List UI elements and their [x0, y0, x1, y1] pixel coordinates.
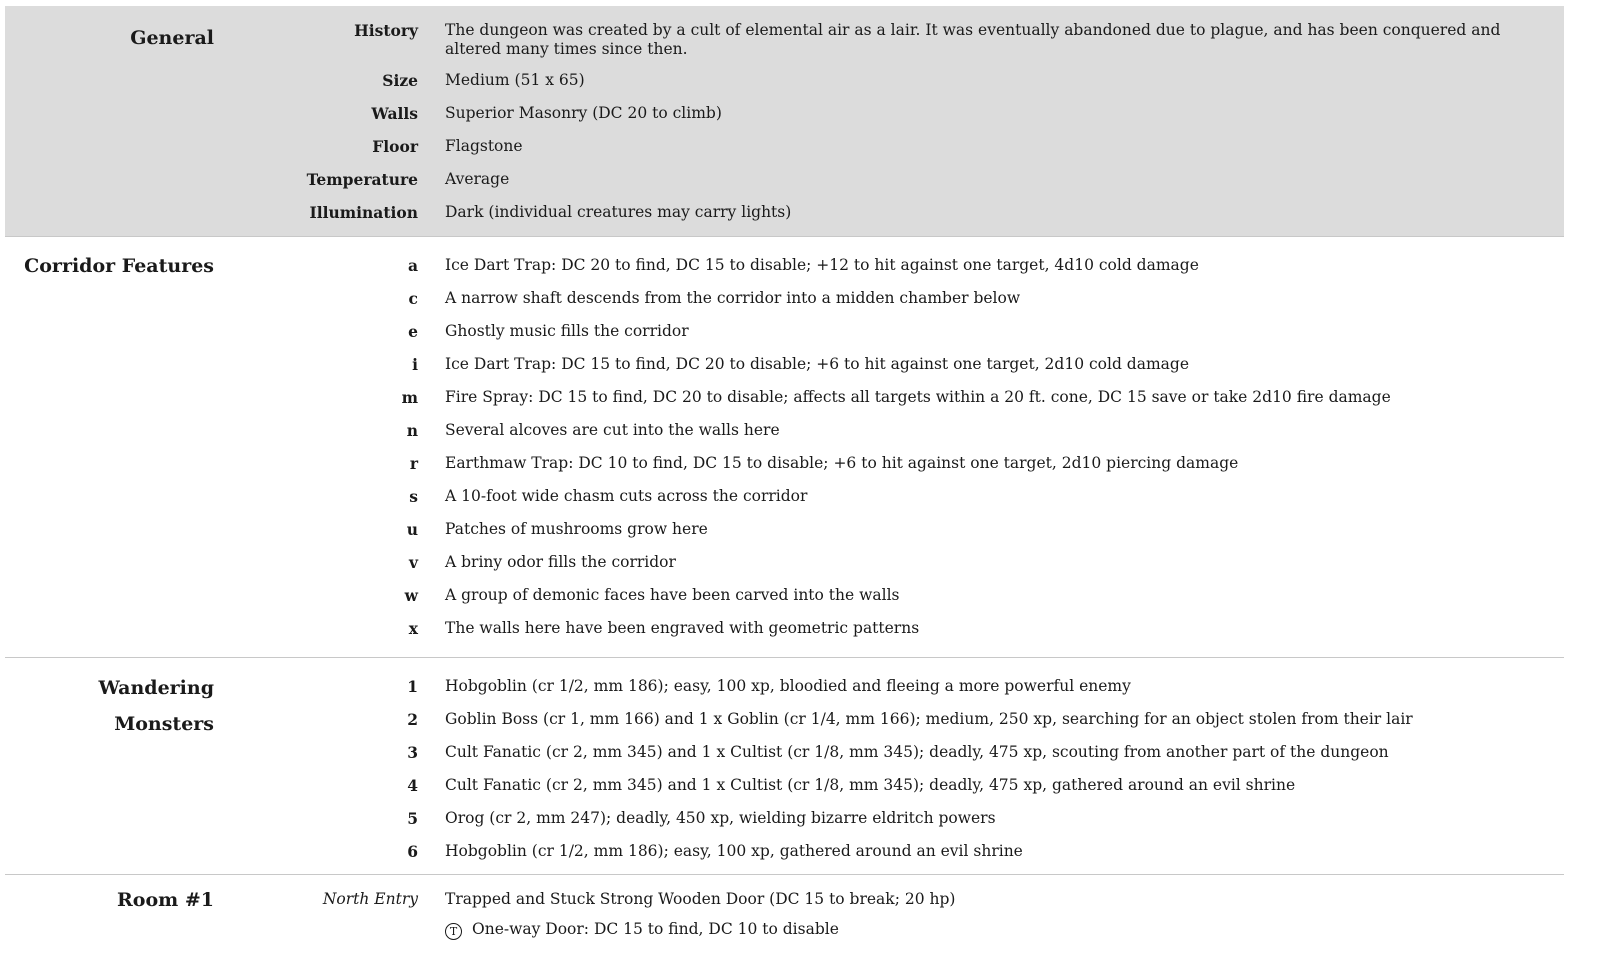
temperature-value: Average — [445, 170, 510, 188]
monster-row — [5, 736, 1564, 769]
corridor-row — [5, 282, 1564, 315]
north-entry-label: North Entry — [322, 890, 418, 908]
corridor-key: w — [404, 586, 418, 605]
temperature-label: Temperature — [306, 170, 418, 189]
corridor-row — [5, 249, 1564, 282]
monster-description: Cult Fanatic (cr 2, mm 345) and 1 x Cultist (cr 1/8, mm 345); deadly, 475 xp, scouting from another part of the dungeon — [445, 743, 1389, 761]
corridor-row — [5, 579, 1564, 612]
history-value: The dungeon was created by a cult of elemental air as a lair. It was eventually abandoned due to plague, and has been conquered and altered many times since then. — [445, 21, 1501, 58]
trap-description: One-way Door: DC 15 to find, DC 10 to disable — [472, 920, 839, 938]
corridor-row — [5, 414, 1564, 447]
room-1-title: Room #1 — [117, 889, 214, 911]
illumination-label: Illumination — [309, 203, 418, 222]
wandering-monsters-title-line2: Monsters — [114, 713, 214, 735]
monster-row — [5, 835, 1564, 868]
monster-description: Hobgoblin (cr 1/2, mm 186); easy, 100 xp, bloodied and fleeing a more powerful enemy — [445, 677, 1131, 695]
corridor-row — [5, 447, 1564, 480]
corridor-description: Earthmaw Trap: DC 10 to find, DC 15 to disable; +6 to hit against one target, 2d10 piercing damage — [445, 454, 1239, 472]
monster-row — [5, 769, 1564, 802]
corridor-row — [5, 381, 1564, 414]
size-label: Size — [382, 71, 418, 90]
room-1-section — [5, 875, 1564, 954]
corridor-key: a — [407, 256, 418, 275]
corridor-description: Fire Spray: DC 15 to find, DC 20 to disable; affects all targets within a 20 ft. cone, DC 15 save or take 2d10 fire damage — [445, 388, 1391, 406]
wandering-monsters-section — [5, 658, 1564, 875]
size-row — [5, 64, 1564, 97]
illumination-value: Dark (individual creatures may carry lights) — [445, 203, 792, 221]
monster-roll: 6 — [407, 842, 418, 861]
corridor-key: m — [401, 388, 418, 407]
corridor-row — [5, 348, 1564, 381]
floor-label: Floor — [372, 137, 418, 156]
monster-roll: 3 — [407, 743, 418, 762]
history-row — [5, 16, 1564, 62]
corridor-description: A 10-foot wide chasm cuts across the corridor — [445, 487, 808, 505]
corridor-key: n — [406, 421, 418, 440]
corridor-key: r — [409, 454, 418, 473]
corridor-features-title: Corridor Features — [24, 255, 214, 277]
corridor-row — [5, 612, 1564, 645]
trap-icon: T — [445, 923, 462, 940]
general-title: General — [130, 27, 214, 49]
corridor-description: Patches of mushrooms grow here — [445, 520, 708, 538]
monster-row — [5, 703, 1564, 736]
corridor-key: c — [408, 289, 418, 308]
north-entry-value: Trapped and Stuck Strong Wooden Door (DC 15 to break; 20 hp) — [445, 890, 956, 908]
monster-roll: 5 — [407, 809, 418, 828]
size-value: Medium (51 x 65) — [445, 71, 585, 89]
corridor-key: u — [406, 520, 418, 539]
monster-roll: 1 — [407, 677, 418, 696]
trap-row — [5, 913, 1564, 946]
corridor-description: A briny odor fills the corridor — [445, 553, 676, 571]
monster-description: Hobgoblin (cr 1/2, mm 186); easy, 100 xp, gathered around an evil shrine — [445, 842, 1023, 860]
floor-row — [5, 130, 1564, 163]
corridor-row — [5, 480, 1564, 513]
corridor-key: x — [408, 619, 418, 638]
history-label: History — [354, 21, 418, 40]
floor-value: Flagstone — [445, 137, 523, 155]
monster-description: Cult Fanatic (cr 2, mm 345) and 1 x Cultist (cr 1/8, mm 345); deadly, 475 xp, gathered around an evil shrine — [445, 776, 1296, 794]
corridor-key: s — [409, 487, 418, 506]
walls-value: Superior Masonry (DC 20 to climb) — [445, 104, 722, 122]
corridor-description: Ghostly music fills the corridor — [445, 322, 689, 340]
corridor-key: i — [412, 355, 418, 374]
monster-row — [5, 670, 1564, 703]
trap-description-line — [445, 913, 1535, 946]
walls-label: Walls — [371, 104, 418, 123]
corridor-description: A group of demonic faces have been carved into the walls — [445, 586, 900, 604]
corridor-features-section — [5, 237, 1564, 658]
monster-roll: 2 — [407, 710, 418, 729]
monster-roll: 4 — [407, 776, 418, 795]
corridor-description: The walls here have been engraved with geometric patterns — [445, 619, 920, 637]
corridor-key: v — [408, 553, 418, 572]
corridor-description: A narrow shaft descends from the corridor into a midden chamber below — [445, 289, 1021, 307]
corridor-row — [5, 546, 1564, 579]
monster-description: Orog (cr 2, mm 247); deadly, 450 xp, wielding bizarre eldritch powers — [445, 809, 996, 827]
general-section — [5, 6, 1564, 237]
temperature-row — [5, 163, 1564, 196]
wandering-monsters-title-line1: Wandering — [98, 677, 214, 699]
corridor-row — [5, 315, 1564, 348]
north-entry-row — [5, 883, 1564, 916]
monster-description: Goblin Boss (cr 1, mm 166) and 1 x Goblin (cr 1/4, mm 166); medium, 250 xp, searching for an object stolen from their lair — [445, 710, 1413, 728]
corridor-description: Ice Dart Trap: DC 20 to find, DC 15 to disable; +12 to hit against one target, 4d10 cold damage — [445, 256, 1199, 274]
corridor-description: Ice Dart Trap: DC 15 to find, DC 20 to disable; +6 to hit against one target, 2d10 cold damage — [445, 355, 1190, 373]
illumination-row — [5, 196, 1564, 229]
corridor-key: e — [408, 322, 418, 341]
monster-row — [5, 802, 1564, 835]
walls-row — [5, 97, 1564, 130]
corridor-row — [5, 513, 1564, 546]
corridor-description: Several alcoves are cut into the walls here — [445, 421, 780, 439]
